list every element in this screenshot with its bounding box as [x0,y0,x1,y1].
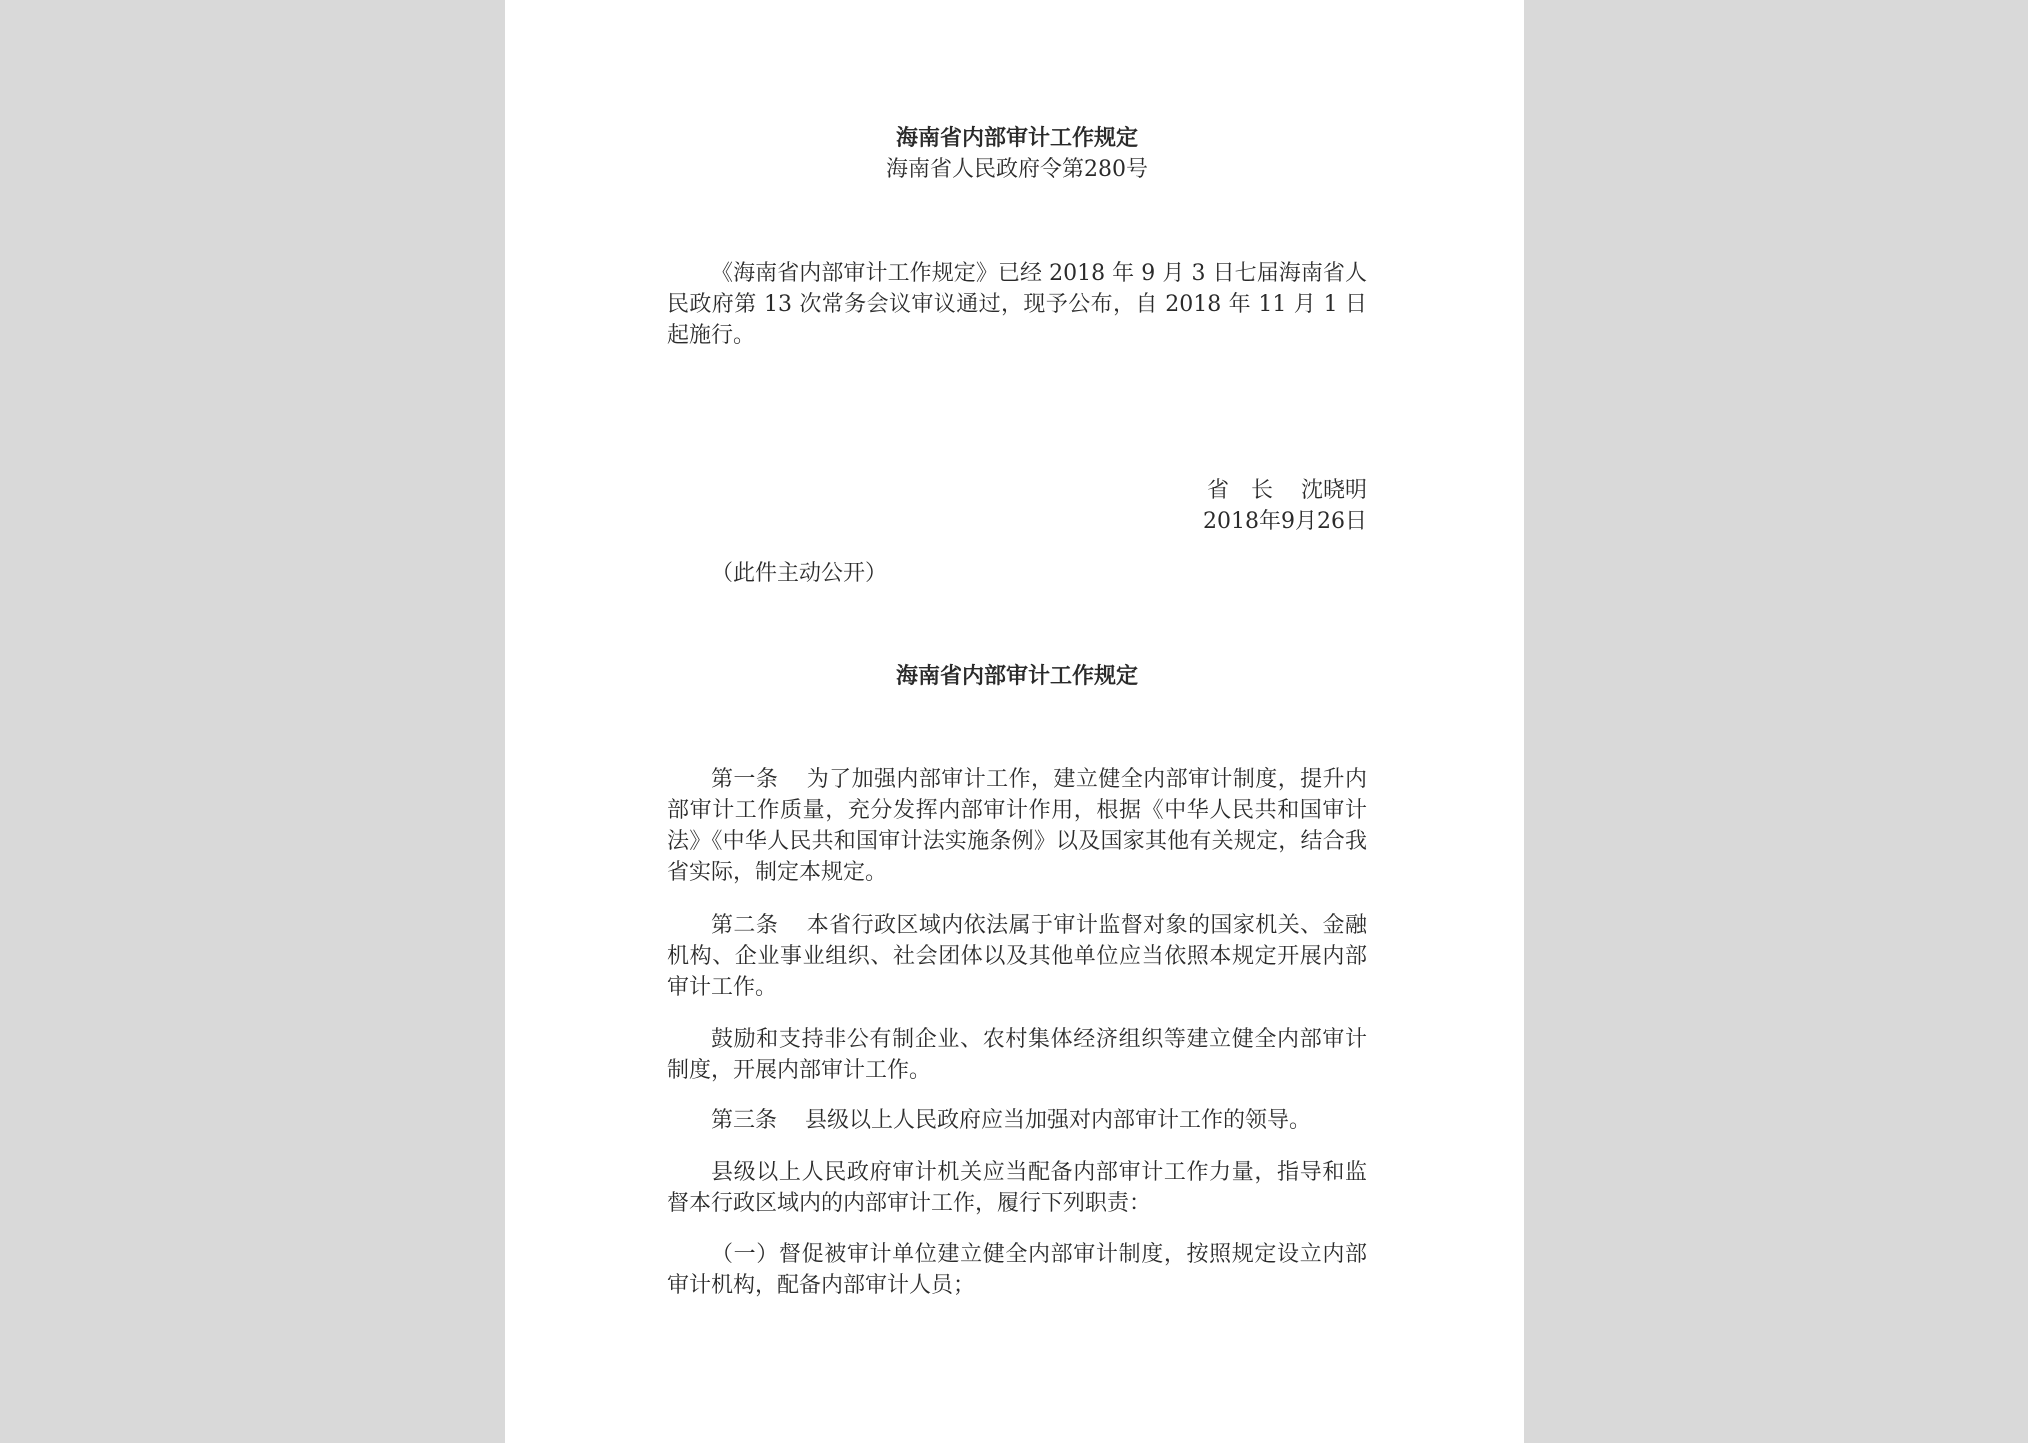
decree-number: 海南省人民政府令第280号 [886,157,1148,182]
article-text: 本省行政区域内依法属于审计监督对象的国家机关、金融机构、企业事业组织、社会团体以及其他单位应当依照本规定开展内部审计工作。 [667,913,1367,1000]
signer-title: 省 长 [1206,478,1273,503]
disclosure-note: （此件主动公开） [711,561,888,586]
article-1 [667,764,1367,888]
document-title: 海南省内部审计工作规定 [895,125,1138,151]
document-page [505,0,1524,1443]
article-2-paragraph-2: 鼓励和支持非公有制企业、农村集体经济组织等建立健全内部审计制度，开展内部审计工作。 [667,1027,1367,1083]
article-3-item-1: （一）督促被审计单位建立健全内部审计制度，按照规定设立内部审计机构，配备内部审计人员； [667,1242,1367,1298]
signature-line [667,475,1367,506]
article-label: 第三条 [711,1108,778,1133]
signer-name: 沈晓明 [1300,478,1367,503]
promulgation-paragraph: 《海南省内部审计工作规定》已经 2018 年 9 月 3 日七届海南省人民政府第 13 次常务会议审议通过，现予公布，自 2018 年 11 月 1 日起施行。 [667,261,1367,348]
article-label: 第二条 [711,913,779,938]
article-text: 县级以上人民政府应当加强对内部审计工作的领导。 [805,1108,1312,1133]
article-text: 为了加强内部审计工作，建立健全内部审计制度，提升内部审计工作质量，充分发挥内部审计作用，根据《中华人民共和国审计法》《中华人民共和国审计法实施条例》以及国家其他有关规定，结合我省实际，制定本规定。 [667,767,1367,885]
body-title: 海南省内部审计工作规定 [895,663,1138,689]
signature-date: 2018年9月26日 [1203,509,1367,534]
article-label: 第一条 [711,767,779,792]
article-2 [667,910,1367,1003]
article-3 [667,1105,1367,1136]
article-3-paragraph-2: 县级以上人民政府审计机关应当配备内部审计工作力量，指导和监督本行政区域内的内部审计工作，履行下列职责： [667,1160,1367,1216]
